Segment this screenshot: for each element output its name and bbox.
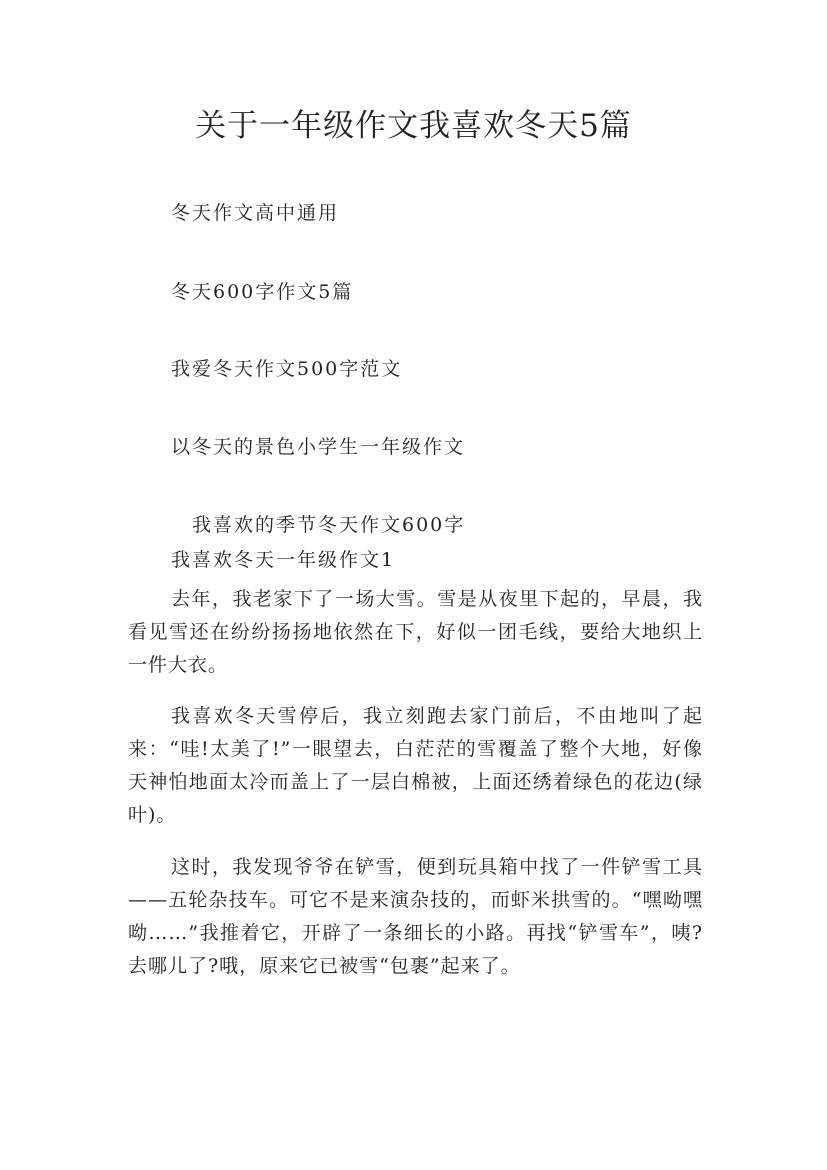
body-paragraph: 去年，我老家下了一场大雪。雪是从夜里下起的，早晨，我看见雪还在纷纷扬扬地依然在下，好似一团毛线，要给大地织上一件大衣。 — [128, 588, 703, 676]
related-link[interactable]: 我喜欢的季节冬天作文600字 — [192, 514, 466, 536]
related-link[interactable]: 冬天600字作文5篇 — [171, 281, 354, 303]
body-paragraph: 这时，我发现爷爷在铲雪，便到玩具箱中找了一件铲雪工具——五轮杂技车。可它不是来演杂技的，而虾米拱雪的。“嘿呦嘿呦……”我推着它，开辟了一条细长的小路。再找“铲雪车”，咦?去哪儿了?哦，原来它已被雪“包裹”起来了。 — [128, 856, 703, 977]
related-link[interactable]: 我爱冬天作文500字范文 — [171, 358, 403, 380]
related-link[interactable]: 以冬天的景色小学生一年级作文 — [171, 436, 466, 458]
related-link[interactable]: 冬天作文高中通用 — [171, 202, 340, 224]
document-title: 关于一年级作文我喜欢冬天5篇 — [195, 108, 632, 144]
section-title: 我喜欢冬天一年级作文1 — [171, 549, 396, 571]
body-paragraph: 我喜欢冬天雪停后，我立刻跑去家门前后，不由地叫了起来：“哇!太美了!”一眼望去，白茫茫的雪覆盖了整个大地，好像天神怕地面太冷而盖上了一层白棉被，上面还绣着绿色的花边(绿叶)。 — [128, 705, 703, 826]
